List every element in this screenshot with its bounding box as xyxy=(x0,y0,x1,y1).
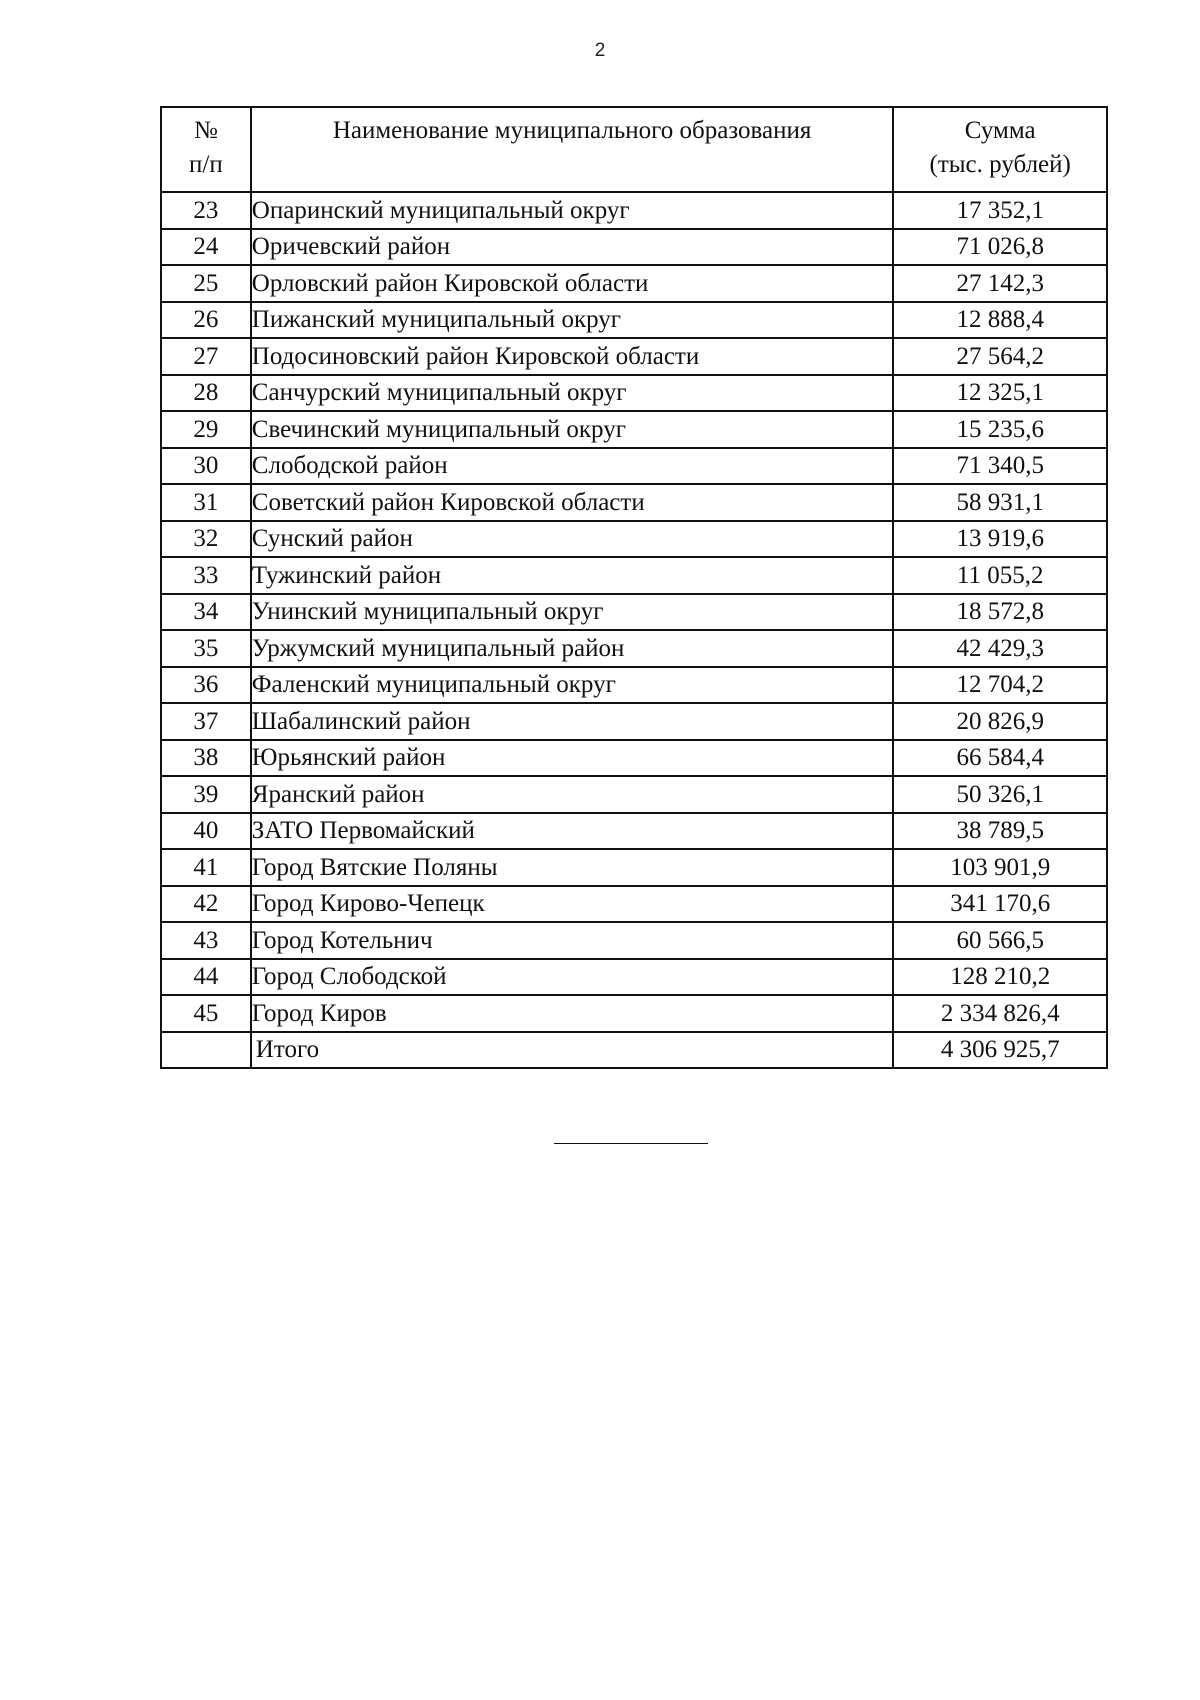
table-row xyxy=(161,521,1107,558)
total-row xyxy=(161,1032,1107,1069)
row-sum: 11 055,2 xyxy=(893,557,1107,594)
row-sum: 12 888,4 xyxy=(893,302,1107,339)
table-row xyxy=(161,229,1107,266)
row-name: Санчурский муниципальный округ xyxy=(251,375,894,412)
total-label: Итого xyxy=(251,1032,894,1069)
table-row xyxy=(161,375,1107,412)
row-number: 37 xyxy=(161,703,251,740)
row-number: 43 xyxy=(161,922,251,959)
row-name: Фаленский муниципальный округ xyxy=(251,667,894,704)
table-row xyxy=(161,922,1107,959)
row-sum: 60 566,5 xyxy=(893,922,1107,959)
row-sum: 38 789,5 xyxy=(893,813,1107,850)
row-sum: 12 325,1 xyxy=(893,375,1107,412)
row-sum: 58 931,1 xyxy=(893,484,1107,521)
header-sum-line2: (тыс. рублей) xyxy=(929,150,1071,178)
row-number: 45 xyxy=(161,995,251,1032)
row-name: Опаринский муниципальный округ xyxy=(251,192,894,229)
row-number: 28 xyxy=(161,375,251,412)
row-number: 44 xyxy=(161,959,251,996)
row-sum: 71 340,5 xyxy=(893,448,1107,485)
row-name: Город Вятские Поляны xyxy=(251,849,894,886)
row-name: Яранский район xyxy=(251,776,894,813)
row-name: Унинский муниципальный округ xyxy=(251,594,894,631)
row-name: Город Киров xyxy=(251,995,894,1032)
header-name: Наименование муниципального образования xyxy=(251,107,894,192)
header-row xyxy=(161,107,1107,192)
row-number: 23 xyxy=(161,192,251,229)
table-row xyxy=(161,995,1107,1032)
row-sum: 341 170,6 xyxy=(893,886,1107,923)
row-name: Тужинский район xyxy=(251,557,894,594)
row-name: Уржумский муниципальный район xyxy=(251,630,894,667)
table-row xyxy=(161,338,1107,375)
table-row xyxy=(161,776,1107,813)
table-row xyxy=(161,886,1107,923)
row-sum: 13 919,6 xyxy=(893,521,1107,558)
table-row xyxy=(161,959,1107,996)
row-number: 29 xyxy=(161,411,251,448)
row-number: 42 xyxy=(161,886,251,923)
row-sum: 18 572,8 xyxy=(893,594,1107,631)
table-row xyxy=(161,302,1107,339)
row-sum: 15 235,6 xyxy=(893,411,1107,448)
row-sum: 42 429,3 xyxy=(893,630,1107,667)
table-row xyxy=(161,557,1107,594)
row-number: 36 xyxy=(161,667,251,704)
table-header xyxy=(161,107,1107,192)
table-row xyxy=(161,411,1107,448)
row-name: Подосиновский район Кировской области xyxy=(251,338,894,375)
row-number: 26 xyxy=(161,302,251,339)
row-name: Свечинский муниципальный округ xyxy=(251,411,894,448)
row-sum: 66 584,4 xyxy=(893,740,1107,777)
table-row xyxy=(161,630,1107,667)
table-row xyxy=(161,484,1107,521)
table-row xyxy=(161,594,1107,631)
row-number: 31 xyxy=(161,484,251,521)
row-number: 30 xyxy=(161,448,251,485)
row-name: Оричевский район xyxy=(251,229,894,266)
row-number: 39 xyxy=(161,776,251,813)
row-name: Город Слободской xyxy=(251,959,894,996)
row-sum: 103 901,9 xyxy=(893,849,1107,886)
table-row xyxy=(161,448,1107,485)
table-row xyxy=(161,813,1107,850)
row-sum: 27 564,2 xyxy=(893,338,1107,375)
row-number: 41 xyxy=(161,849,251,886)
row-number: 34 xyxy=(161,594,251,631)
row-name: Город Кирово-Чепецк xyxy=(251,886,894,923)
total-number xyxy=(161,1032,251,1069)
row-name: Юрьянский район xyxy=(251,740,894,777)
row-sum: 17 352,1 xyxy=(893,192,1107,229)
row-sum: 27 142,3 xyxy=(893,265,1107,302)
closing-line xyxy=(554,1143,708,1144)
row-name: Слободской район xyxy=(251,448,894,485)
row-sum: 12 704,2 xyxy=(893,667,1107,704)
total-sum: 4 306 925,7 xyxy=(893,1032,1107,1069)
header-sum xyxy=(893,107,1107,192)
row-number: 25 xyxy=(161,265,251,302)
row-number: 27 xyxy=(161,338,251,375)
row-sum: 128 210,2 xyxy=(893,959,1107,996)
row-name: Сунский район xyxy=(251,521,894,558)
table-row xyxy=(161,667,1107,704)
row-number: 24 xyxy=(161,229,251,266)
row-number: 40 xyxy=(161,813,251,850)
table-row xyxy=(161,740,1107,777)
header-number xyxy=(161,107,251,192)
page-number: 2 xyxy=(594,40,606,61)
row-number: 38 xyxy=(161,740,251,777)
header-sum-line1: Сумма xyxy=(964,117,1036,144)
table-row xyxy=(161,849,1107,886)
row-name: Пижанский муниципальный округ xyxy=(251,302,894,339)
allocation-table xyxy=(160,106,1108,1069)
row-name: Орловский район Кировской области xyxy=(251,265,894,302)
row-sum: 71 026,8 xyxy=(893,229,1107,266)
row-number: 33 xyxy=(161,557,251,594)
table-body xyxy=(161,192,1107,1068)
table-row xyxy=(161,192,1107,229)
header-number-line1: № xyxy=(193,117,218,144)
table-row xyxy=(161,265,1107,302)
row-name: ЗАТО Первомайский xyxy=(251,813,894,850)
row-name: Шабалинский район xyxy=(251,703,894,740)
row-sum: 50 326,1 xyxy=(893,776,1107,813)
table-row xyxy=(161,703,1107,740)
row-sum: 20 826,9 xyxy=(893,703,1107,740)
header-number-line2: п/п xyxy=(189,150,223,178)
row-sum: 2 334 826,4 xyxy=(893,995,1107,1032)
row-number: 35 xyxy=(161,630,251,667)
row-name: Город Котельнич xyxy=(251,922,894,959)
row-number: 32 xyxy=(161,521,251,558)
row-name: Советский район Кировской области xyxy=(251,484,894,521)
